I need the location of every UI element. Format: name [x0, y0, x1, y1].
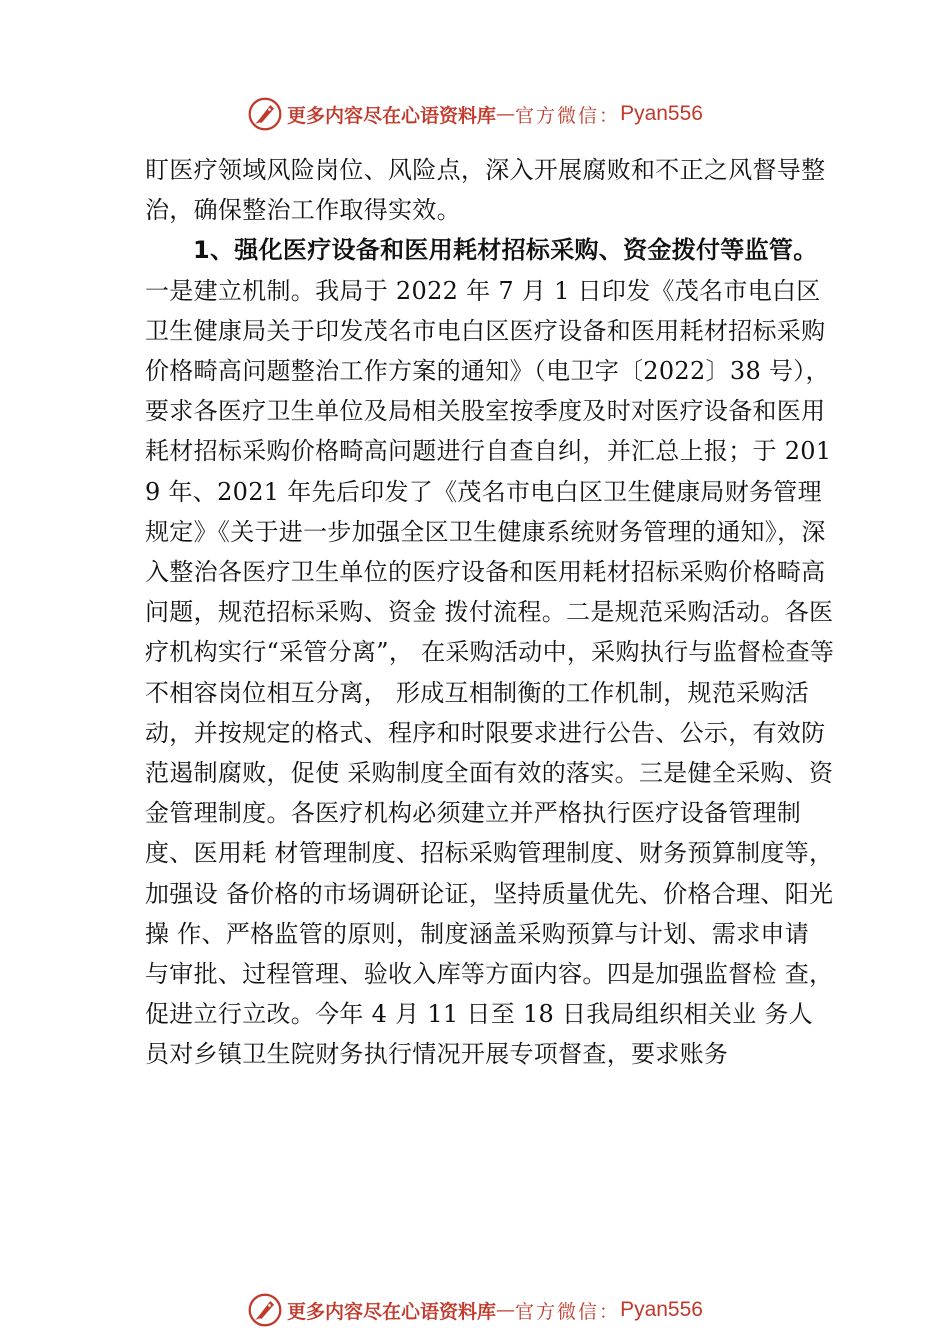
intro-paragraph: 盯医疗领域风险岗位、风险点，深入开展腐败和不正之风督导整治，确保整治工作取得实效。 [145, 156, 826, 225]
header-brand: 更多内容尽在心语资料库 [287, 104, 497, 127]
header-wechat-id: Pyan556 [620, 102, 703, 125]
section-heading: 1、强化医疗设备和医用耗材招标采购、资金拨付等监管。 [193, 236, 818, 265]
pen-nib-logo-icon [247, 1292, 283, 1328]
page-footer [0, 1290, 950, 1330]
main-paragraph: 一是建立机制。我局于 2022 年 7 月 1 日印发《茂名市电白区卫生健康局关于印发茂名市电白区医疗设备和医用耗材招标采购价格畸高问题整治工作方案的通知》（电卫字〔2022〕38 号），要求各医疗卫生单位及局相关股室按季度及时对医疗设备和医用耗材招标采购价格畸高问题进行自查自纠，并汇总上报；于 2019 年、2021 年先后印发了《茂名市电白区卫生健康局财务管理规定》《关于进一步加强全区卫生健康系统财务管理的通知》，深入整治各医疗卫生单位的医疗设备和医用耗材招标采购价格畸高问题，规范招标采购、资金 拨付流程。二是规范采购活动。各医疗机构实行“采管分离”， 在采购活动中，采购执行与监督检查等不相容岗位相互分离， 形成互相制衡的工作机制，规范采购活动，并按规定的格式、程序和时限要求进行公告、公示，有效防范遏制腐败，促使 采购制度全面有效的落实。三是健全采购、资金管理制度。各医疗机构必须建立并严格执行医疗设备管理制度、医用耗 材管理制度、招标采购管理制度、财务预算制度等，加强设 备价格的市场调研论证，坚持质量优先、价格合理、阳光操 作、严格监管的原则，制度涵盖采购预算与计划、需求申请 与审批、过程管理、验收入库等方面内容。四是加强监督检 查，促进立行立改。今年 4 月 11 日至 18 日我局组织相关业 务人员对乡镇卫生院财务执行情况开展专项督查，要求账务 [145, 276, 835, 1069]
footer-separator: — [496, 1299, 516, 1321]
header-wechat-label: 官方微信： [515, 104, 621, 127]
footer-wechat-label: 官方微信： [515, 1300, 621, 1323]
document-body [145, 150, 835, 1075]
header-separator: — [496, 103, 516, 125]
footer-wechat-id: Pyan556 [620, 1298, 703, 1321]
footer-brand: 更多内容尽在心语资料库 [287, 1300, 497, 1323]
page-header [0, 94, 950, 134]
pen-nib-logo-icon [247, 96, 283, 132]
